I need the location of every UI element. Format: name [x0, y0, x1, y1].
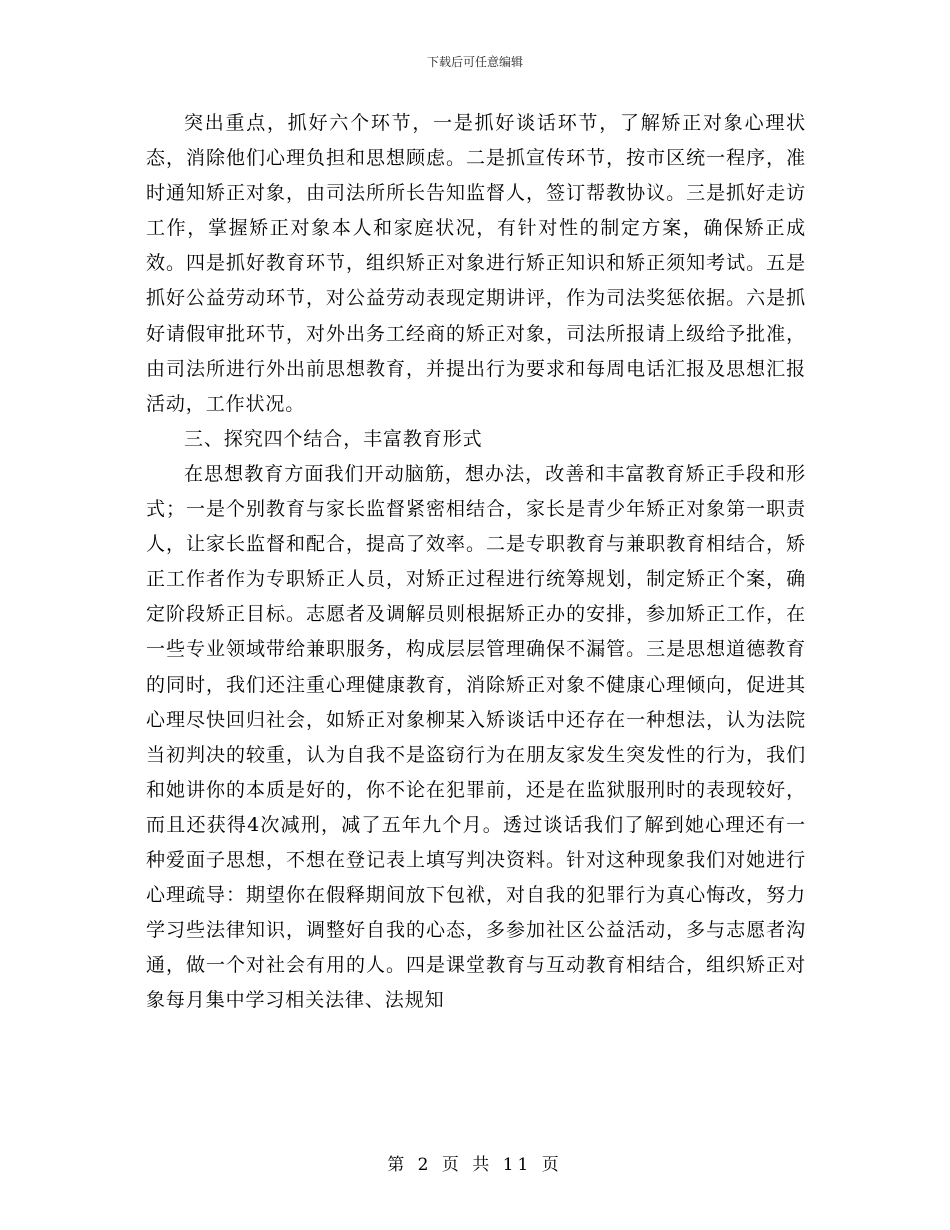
document-body — [146, 106, 806, 1018]
section-heading-three: 三、探究四个结合，丰富教育形式 — [184, 427, 483, 450]
page-number-footer: 第 2 页 共 11 页 — [387, 1155, 563, 1175]
paragraph-six-links: 突出重点，抓好六个环节，一是抓好谈话环节，了解矫正对象心理状态，消除他们心理负担和思想顾虑。二是抓宣传环节，按市区统一程序，准时通知矫正对象，由司法所所长告知监督人，签订帮教协议。三是抓好走访工作，掌握矫正对象本人和家庭状况，有针对性的制定方案，确保矫正成效。四是抓好教育环节，组织矫正对象进行矫正知识和矫正须知考试。五是抓好公益劳动环节，对公益劳动表现定期讲评，作为司法奖惩依据。六是抓好请假审批环节，对外出务工经商的矫正对象，司法所报请上级给予批准，由司法所进行外出前思想教育，并提出行为要求和每周电话汇报及思想汇报活动，工作状况。 — [146, 112, 806, 415]
paragraph-four-combinations: 在思想教育方面我们开动脑筋，想办法，改善和丰富教育矫正手段和形式；一是个别教育与家长监督紧密相结合，家长是青少年矫正对象第一职责人，让家长监督和配合，提高了效率。二是专职教育与兼职教育相结合，矫正工作者作为专职矫正人员，对矫正过程进行统筹规划，制定矫正个案，确定阶段矫正目标。志愿者及调解员则根据矫正办的安排，参加矫正工作，在一些专业领域带给兼职服务，构成层层管理确保不漏管。三是思想道德教育的同时，我们还注重心理健康教育，消除矫正对象不健康心理倾向，促进其心理尽快回归社会，如矫正对象柳某入矫谈话中还存在一种想法，认为法院当初判决的较重，认为自我不是盗窃行为在朋友家发生突发性的行为，我们和她讲你的本质是好的，你不论在犯罪前，还是在监狱服刑时的表现较好，而且还获得4次减刑，减了五年九个月。透过谈话我们了解到她心理还有一种爱面子思想，不想在登记表上填写判决资料。针对这种现象我们对她进行心理疏导：期望你在假释期间放下包袱，对自我的犯罪行为真心悔改，努力学习些法律知识，调整好自我的心态，多参加社区公益活动，多与志愿者沟通，做一个对社会有用的人。四是课堂教育与互动教育相结合，组织矫正对象每月集中学习相关法律、法规知 — [146, 462, 806, 1012]
page-header: 下载后可任意编辑 — [426, 55, 523, 69]
